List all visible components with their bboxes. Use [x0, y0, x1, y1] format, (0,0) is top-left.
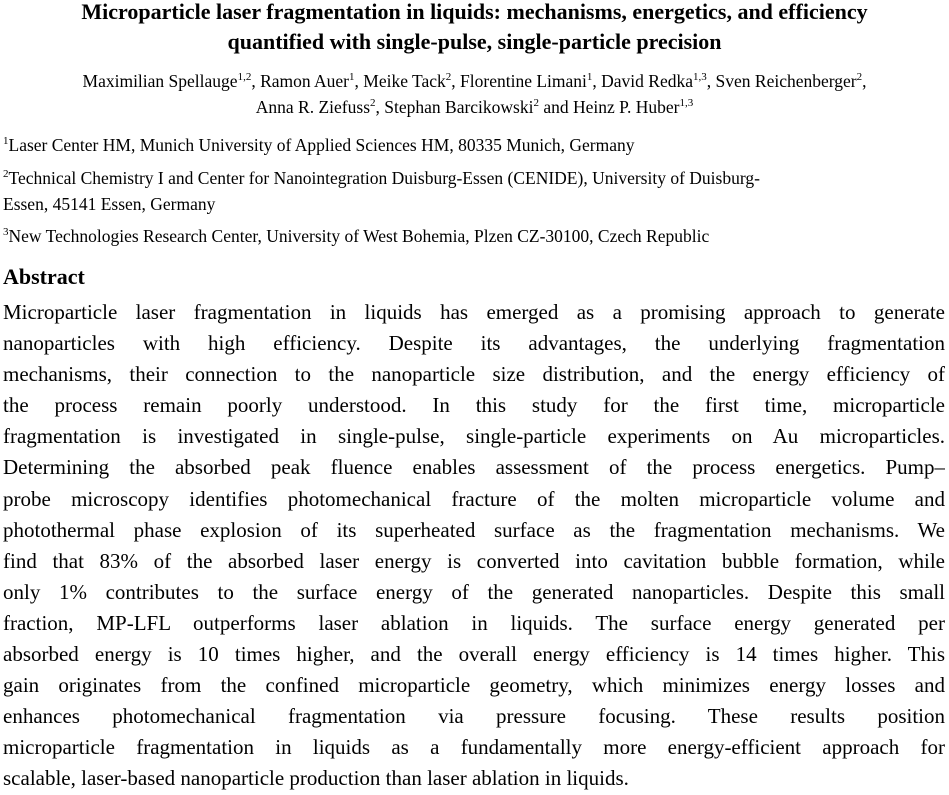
author [83, 71, 261, 91]
author-affiliation-mark: 1,2 [237, 71, 252, 83]
author [384, 97, 573, 117]
affiliation-2 [3, 165, 760, 191]
author-affiliation-mark: 1 [586, 71, 593, 83]
abstract-line: gain originates from the confined microparticle geometry, which minimizes energy losses and [3, 673, 945, 698]
author-separator: , [375, 97, 385, 117]
author-name: David Redka [601, 71, 694, 91]
author-list-line-2 [0, 94, 949, 120]
author-affiliation-mark: 1,3 [679, 97, 694, 109]
abstract-line: probe microscopy identifies photomechanical fracture of the molten microparticle volume and [3, 486, 945, 511]
author-name: Meike Tack [363, 71, 446, 91]
author-affiliation-mark: 2 [445, 71, 452, 83]
author [256, 97, 384, 117]
author-name: Sven Reichenberger [715, 71, 857, 91]
abstract-line: the process remain poorly understood. In this study for the first time, microparticle [3, 393, 945, 418]
author-separator: , [251, 71, 261, 91]
affiliation-text: Laser Center HM, Munich University of Applied Sciences HM, 80335 Munich, Germany [8, 135, 635, 155]
author-affiliation-mark: 2 [370, 97, 376, 109]
paper-title-line-2: quantified with single-pulse, single-particle precision [227, 29, 722, 54]
affiliation-3 [3, 223, 709, 249]
abstract-body [3, 297, 945, 795]
author-affiliation-mark: 1 [349, 71, 355, 83]
abstract-line: microparticle fragmentation in liquids as a fundamentally more energy-efficient approach for [3, 735, 945, 760]
abstract-line: Microparticle laser fragmentation in liquids has emerged as a promising approach to generate [3, 300, 945, 324]
abstract-line: Determining the absorbed peak fluence enables assessment of the process energetics. Pump– [3, 455, 945, 480]
abstract-line: nanoparticles with high efficiency. Despite its advantages, the underlying fragmentation [3, 331, 945, 356]
abstract-line: photothermal phase explosion of its superheated surface as the fragmentation mechanisms. We [3, 517, 945, 542]
abstract-line: fraction, MP-LFL outperforms laser ablation in liquids. The surface energy generated per [3, 610, 945, 635]
author-affiliation-mark: 2 [533, 97, 539, 109]
author [460, 71, 601, 91]
author-name: Florentine Limani [460, 71, 587, 91]
author [601, 71, 715, 91]
affiliation-mark: 3 [3, 226, 9, 238]
author-separator: and [538, 97, 574, 117]
author-separator: , [706, 71, 716, 91]
author-separator: , [592, 71, 602, 91]
paper-title-line-1: Microparticle laser fragmentation in liquids: mechanisms, energetics, and efficiency [81, 0, 868, 24]
affiliation-text: New Technologies Research Center, University of West Bohemia, Plzen CZ-30100, Czech Republic [8, 226, 710, 246]
abstract-heading: Abstract [3, 264, 85, 289]
abstract-line: mechanisms, their connection to the nanoparticle size distribution, and the energy efficiency of [3, 362, 945, 387]
author-name: Maximilian Spellauge [82, 71, 238, 91]
author-affiliation-mark: 1,3 [693, 71, 707, 83]
author [573, 97, 693, 117]
author-affiliation-mark: 2 [856, 71, 863, 83]
author-name: Ramon Auer [260, 71, 350, 91]
abstract-line: only 1% contributes to the surface energy of the generated nanoparticles. Despite this small [3, 579, 945, 604]
author [260, 71, 363, 91]
abstract-line: scalable, laser-based nanoparticle production than laser ablation in liquids. [3, 766, 629, 791]
affiliation-1 [3, 132, 635, 158]
author-list-line-1 [0, 68, 949, 94]
abstract-line: fragmentation is investigated in single-pulse, single-particle experiments on Au microparticles. [3, 424, 945, 449]
affiliation-mark: 2 [3, 168, 9, 180]
author-separator: , [354, 71, 364, 91]
affiliation-text: Technical Chemistry I and Center for Nanointegration Duisburg-Essen (CENIDE), University of Duisburg- [8, 168, 760, 188]
author [363, 71, 460, 91]
abstract-line: absorbed energy is 10 times higher, and the overall energy efficiency is 14 times higher. This [3, 642, 945, 667]
author [716, 71, 867, 91]
affiliation-2-continued: Essen, 45141 Essen, Germany [3, 194, 216, 214]
affiliation-mark: 1 [3, 135, 9, 147]
author-separator: , [451, 71, 461, 91]
abstract-line: enhances photomechanical fragmentation via pressure focusing. These results position [3, 704, 945, 729]
author-separator: , [862, 71, 867, 91]
abstract-line: find that 83% of the absorbed laser energy is converted into cavitation bubble formation, while [3, 548, 945, 573]
author-name: Anna R. Ziefuss [255, 97, 371, 117]
author-name: Stephan Barcikowski [384, 97, 534, 117]
author-name: Heinz P. Huber [573, 97, 680, 117]
